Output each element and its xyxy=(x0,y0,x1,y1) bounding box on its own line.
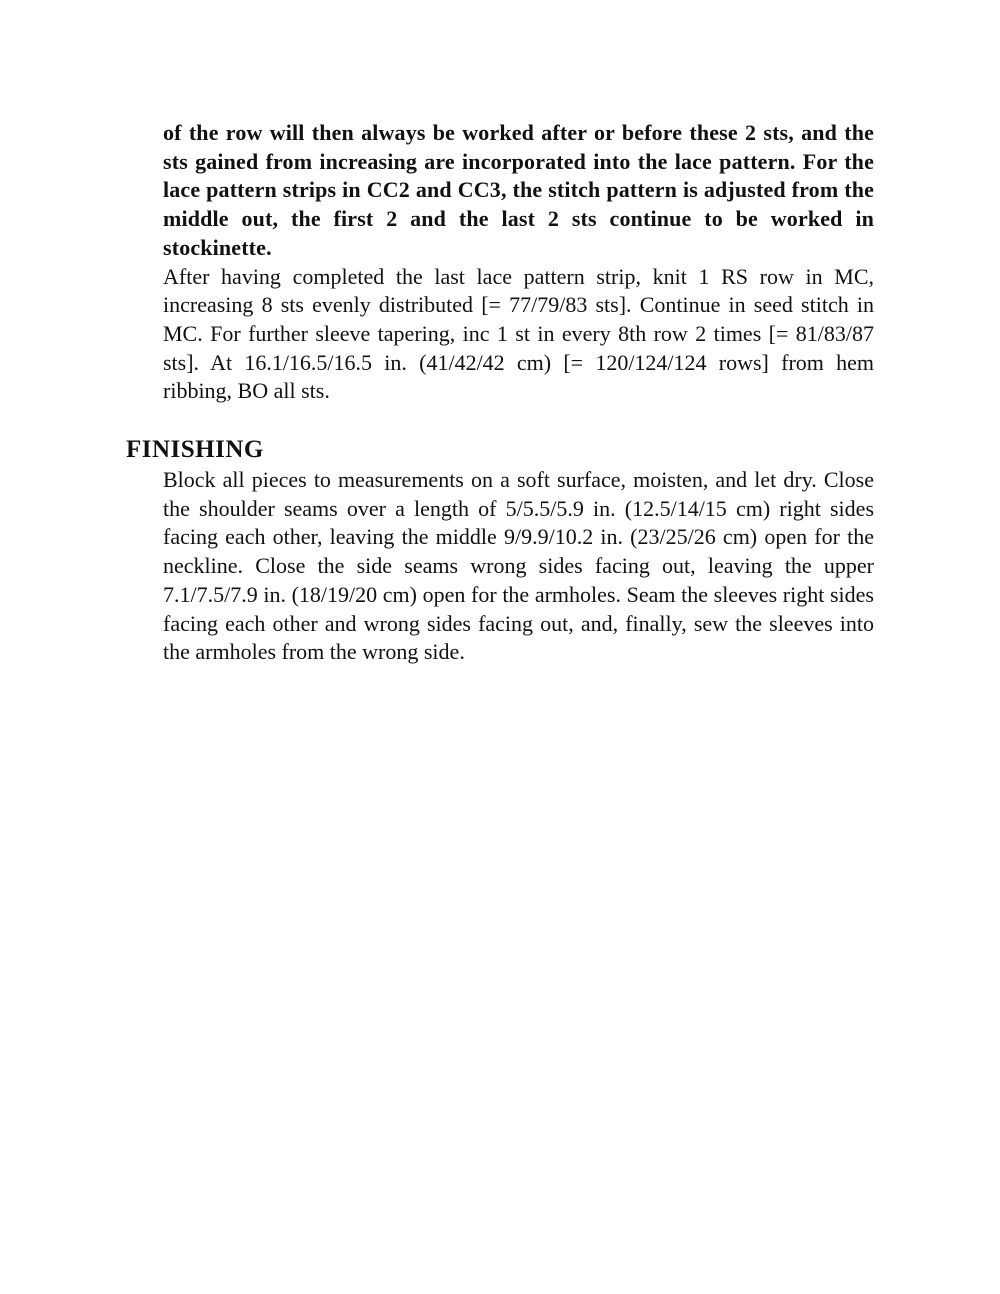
instructions-continuation xyxy=(163,119,874,406)
lace-pattern-paragraph: of the row will then always be worked after or before these 2 sts, and the sts gained from increasing are incorporated into the lace pattern. For the lace pattern strips in CC2 and CC3, the stitch pattern is adjusted from the middle out, the first 2 and the last 2 sts continue to be worked in stockinette. xyxy=(163,120,874,260)
finishing-heading: FINISHING xyxy=(126,436,264,463)
finishing-section xyxy=(163,466,874,667)
sleeve-instructions-paragraph: After having completed the last lace pattern strip, knit 1 RS row in MC, increasing 8 sts evenly distributed [= 77/79/83 sts]. Continue in seed stitch in MC. For further sleeve tapering, inc 1 st in every 8th row 2 times [= 81/83/87 sts]. At 16.1/16.5/16.5 in. (41/42/42 cm) [= 120/124/124 rows] from hem ribbing, BO all sts. xyxy=(163,263,874,404)
finishing-paragraph: Block all pieces to measurements on a soft surface, moisten, and let dry. Close the shoulder seams over a length of 5/5.5/5.9 in. (12.5/14/15 cm) right sides facing each other, leaving the middle 9/9.9/10.2 in. (23/25/26 cm) open for the neckline. Close the side seams wrong sides facing out, leaving the upper 7.1/7.5/7.9 in. (18/19/20 cm) open for the armholes. Seam the sleeves right sides facing each other and wrong sides facing out, and, finally, sew the sleeves into the armholes from the wrong side. xyxy=(163,467,874,665)
